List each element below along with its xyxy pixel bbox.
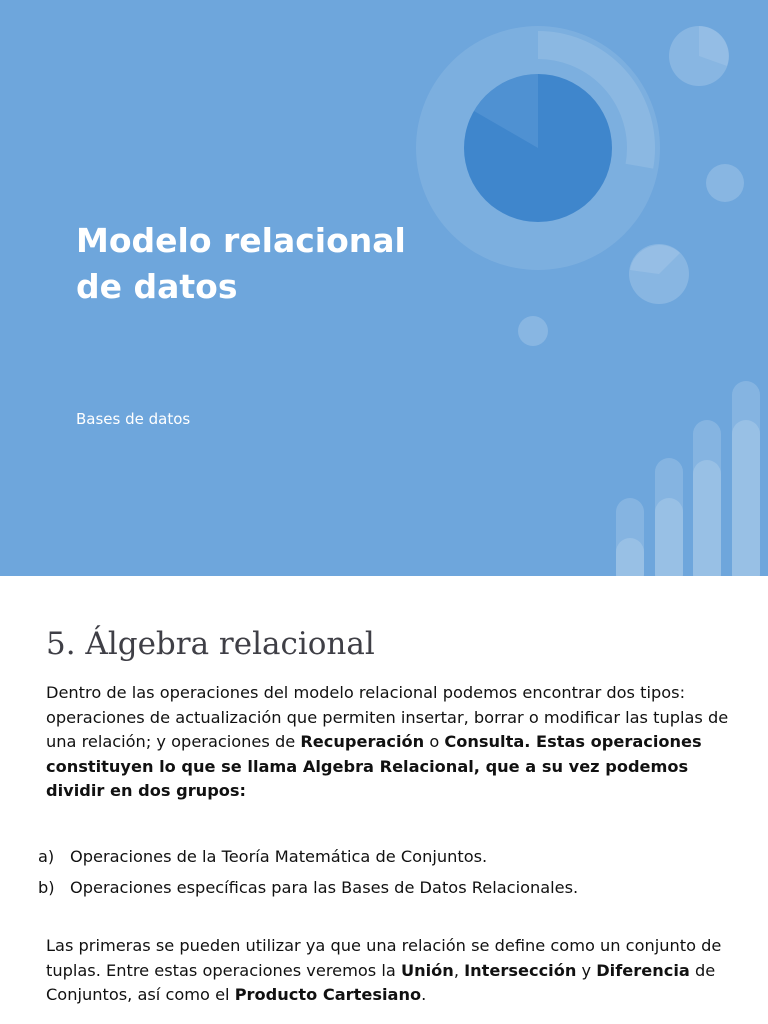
paragraph-sets-text4: de Conjuntos, así como el [46, 960, 716, 1004]
list-item-text: Operaciones específicas para las Bases de Datos Relacionales. [70, 878, 579, 897]
operations-list [38, 841, 578, 903]
bar-column-decoration [616, 381, 760, 576]
bar-column-1-segment [616, 538, 644, 576]
slide-title-line2: de datos [76, 267, 238, 306]
list-item-text: Operaciones de la Teoría Matemática de Conjuntos. [70, 847, 488, 866]
slide-subtitle: Bases de datos [76, 410, 191, 428]
paragraph-intro-bold2: Consulta. Estas operaciones constituyen lo que se llama Algebra Relacional, que a su vez podemos dividir en dos grupos: [46, 732, 702, 800]
paragraph-sets-bold4: Producto Cartesiano [234, 985, 422, 1004]
paragraph-sets-bold1: Unión [400, 960, 454, 980]
slide-title [76, 218, 406, 310]
paragraph-sets-bold2: Intersección [464, 960, 577, 980]
paragraph-sets-text5: . [421, 985, 427, 1004]
paragraph-intro-bold1: Recuperación [300, 732, 425, 751]
list-item [38, 841, 578, 872]
paragraph-intro-text2: o [424, 732, 445, 751]
slide-title-line1: Modelo relacional [76, 221, 406, 260]
bar-column-2-segment [655, 498, 683, 576]
list-item-marker: a) [38, 847, 55, 866]
list-item [38, 872, 578, 903]
paragraph-intro-text1: Dentro de las operaciones del modelo relacional podemos encontrar dos tipos: operaciones de actualización que permiten insertar, borrar o modificar las tuplas de una relación; y operaciones de [46, 683, 729, 751]
paragraph-sets-bold3: Diferencia [596, 960, 690, 980]
paragraph-sets-text3: y [576, 960, 597, 980]
paragraph-sets [46, 934, 751, 1008]
paragraph-intro [46, 681, 751, 804]
bar-column-3-segment [693, 460, 721, 576]
bubble-mid-right [706, 164, 744, 202]
paragraph-sets-text2: , [453, 960, 465, 980]
bubble-small [518, 316, 548, 346]
paragraph-sets-text1: Las primeras se pueden utilizar ya que una relación se define como un conjunto de tuplas. Entre estas operaciones veremos la [46, 936, 722, 980]
list-item-marker: b) [38, 878, 55, 897]
section-heading: 5. Álgebra relacional [46, 626, 375, 662]
bar-column-4-segment [732, 420, 760, 576]
